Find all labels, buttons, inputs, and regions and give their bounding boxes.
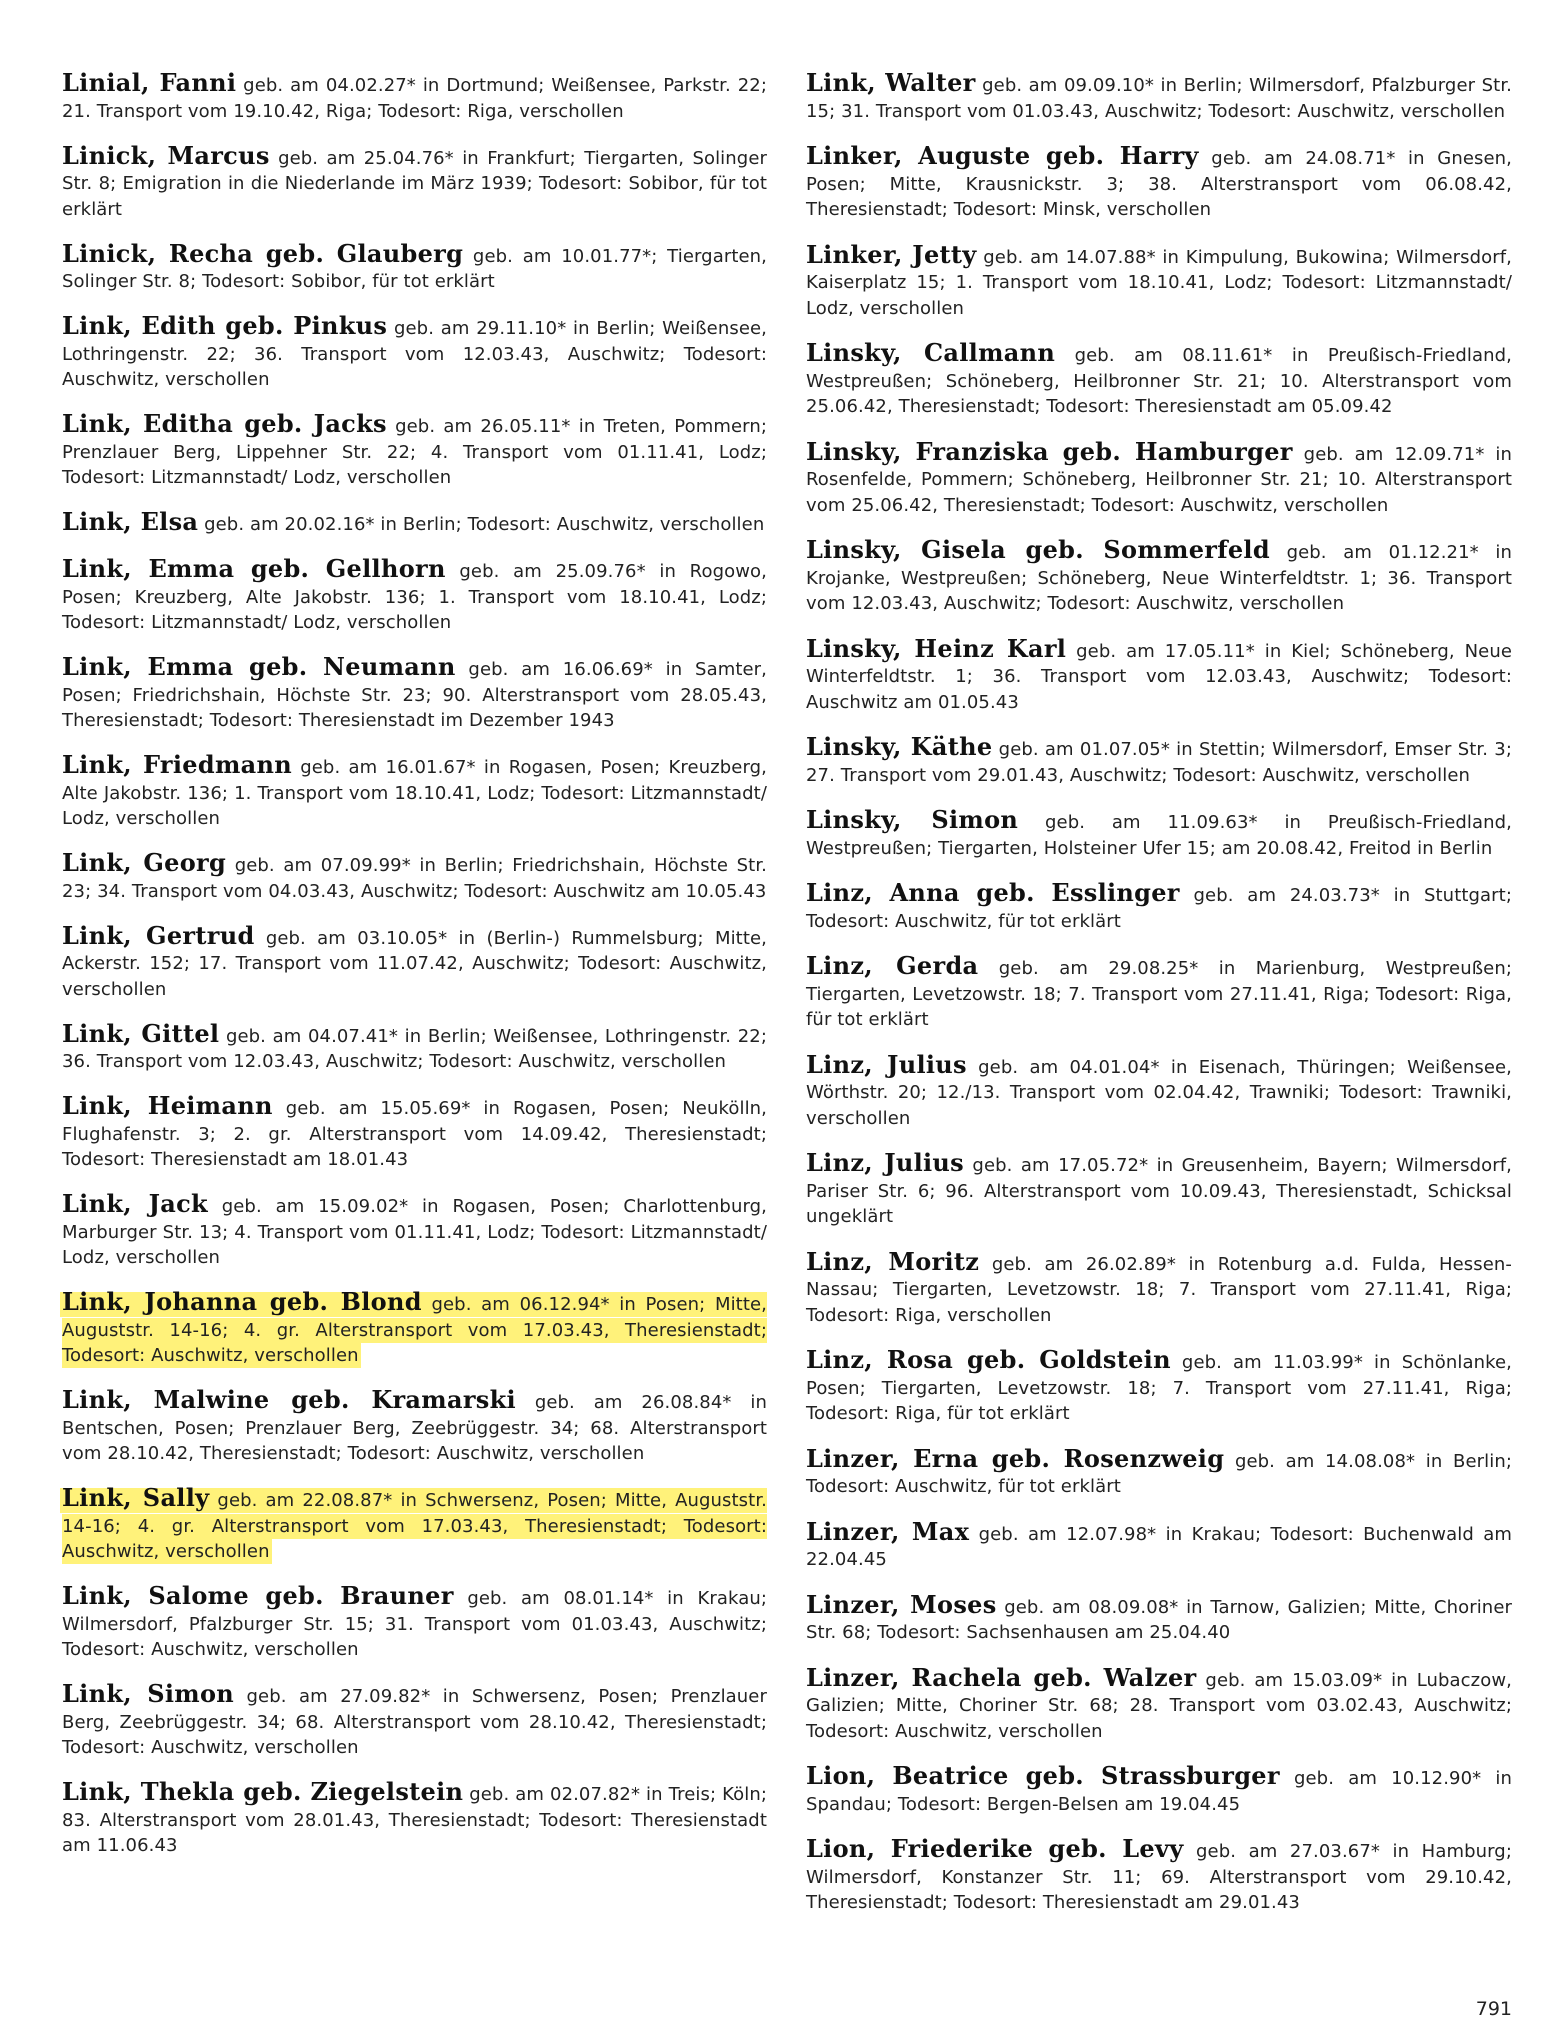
entry-details: geb. am 12.09.71* in Rosenfelde, Pommern; Schöneberg, Heilbronner Str. 21; 10. Alterstransport vom 25.06.42, Theresienstadt; Todesort: Auschwitz, verschollen [806, 443, 1512, 516]
entry-details: geb. am 07.09.99* in Berlin; Friedrichshain, Höchste Str. 23; 34. Transport vom 04.03.43, Auschwitz; Todesort: Auschwitz am 10.05.43 [62, 855, 768, 902]
entry-name: Linz, Anna geb. Esslinger [806, 878, 1180, 907]
entry-details: geb. am 03.10.05* in (Berlin-) Rummelsburg; Mitte, Ackerstr. 152; 17. Transport vom 11.07.42, Auschwitz; Todesort: Auschwitz, verschollen [62, 927, 767, 1000]
register-entry [806, 70, 1512, 124]
entry-name: Link, Johanna geb. Blond [62, 1287, 422, 1316]
entry-name: Link, Elsa [62, 507, 199, 536]
entry-details: geb. am 26.05.11* in Treten, Pommern; Prenzlauer Berg, Lippehner Str. 22; 4. Transport vom 01.11.41, Lodz; Todesort: Litzmannstadt/ Lodz, verschollen [62, 416, 767, 488]
entry-name: Link, Salome geb. Brauner [62, 1581, 454, 1610]
register-entry [62, 1779, 767, 1859]
register-entry [806, 734, 1512, 788]
entry-name: Linzer, Moses [806, 1589, 997, 1619]
entry-name: Linz, Moritz [806, 1246, 980, 1276]
entry-name: Link, Friedmann [62, 750, 292, 779]
entry-details: geb. am 11.09.63* in Preußisch-Friedland, Westpreußen; Tiergarten, Holsteiner Ufer 15; am 20.08.42, Freitod in Berlin [806, 812, 1512, 859]
entry-details: geb. am 02.07.82* in Treis; Köln; 83. Alterstransport vom 28.01.43, Theresienstadt; Todesort: Theresienstadt am 11.06.43 [62, 1784, 767, 1856]
register-entry [806, 436, 1512, 519]
register-entry [62, 1681, 767, 1761]
entry-name: Linz, Rosa geb. Goldstein [806, 1345, 1171, 1374]
entry-details: geb. am 04.07.41* in Berlin; Weißensee, Lothringenstr. 22; 36. Transport vom 12.03.43, Auschwitz; Todesort: Auschwitz, verschollen [62, 1025, 767, 1072]
entry-text [62, 1189, 767, 1268]
entry-text [806, 1246, 1512, 1326]
register-entry [806, 143, 1512, 223]
register-entry [806, 1763, 1512, 1817]
entry-details: geb. am 01.07.05* in Stettin; Wilmersdorf, Emser Str. 3; 27. Transport vom 29.01.43, Auschwitz; Todesort: Auschwitz, verschollen [806, 739, 1512, 786]
entry-name: Link, Gittel [62, 1018, 220, 1048]
entry-details: geb. am 08.01.14* in Krakau; Wilmersdorf, Pfalzburger Str. 15; 31. Transport vom 01.03.43, Auschwitz; Todesort: Auschwitz, verschollen [62, 1588, 767, 1660]
register-entry [806, 1150, 1512, 1230]
entry-name: Linsky, Simon [806, 805, 1019, 834]
entry-text [806, 951, 1512, 1030]
entry-name: Linick, Recha geb. Glauberg [62, 238, 464, 268]
entry-details: geb. am 29.08.25* in Marienburg, Westpreußen; Tiergarten, Levetzowstr. 18; 7. Transport vom 27.11.41, Riga; Todesort: Riga, für tot erklärt [806, 958, 1512, 1030]
register-entry [62, 70, 767, 124]
entry-text [62, 1385, 767, 1464]
entry-text [806, 1516, 1512, 1571]
register-entry [806, 633, 1512, 716]
entry-text [62, 652, 767, 731]
entry-text [806, 1049, 1512, 1129]
entry-text [806, 535, 1512, 614]
register-entry [806, 239, 1512, 322]
entry-text [62, 554, 767, 633]
entry-name: Linsky, Käthe [806, 732, 993, 761]
entry-name: Linial, Fanni [62, 68, 237, 97]
entry-name: Link, Heimann [62, 1091, 273, 1120]
entry-name: Link, Simon [62, 1679, 235, 1708]
entry-name: Linsky, Heinz Karl [806, 633, 1067, 663]
entry-name: Link, Jack [62, 1189, 208, 1218]
entry-details: geb. am 09.09.10* in Berlin; Wilmersdorf, Pfalzburger Str. 15; 31. Transport vom 01.03.43, Auschwitz; Todesort: Auschwitz, verschollen [806, 75, 1512, 122]
entry-name: Linsky, Callmann [806, 338, 1056, 367]
entry-name: Linzer, Erna geb. Rosenzweig [806, 1443, 1225, 1473]
entry-details: geb. am 25.09.76* in Rogowo, Posen; Kreuzberg, Alte Jakobstr. 136; 1. Transport vom 18.10.41, Lodz; Todesort: Litzmannstadt/ Lodz, verschollen [62, 561, 767, 633]
entry-name: Linick, Marcus [62, 140, 270, 170]
register-entry [62, 1093, 767, 1173]
entry-name: Linzer, Rachela geb. Walzer [806, 1662, 1197, 1692]
register-entry [62, 556, 767, 636]
entry-details: geb. am 01.12.21* in Krojanke, Westpreußen; Schöneberg, Neue Winterfeldtstr. 1; 36. Transport vom 12.03.43, Auschwitz; Todesort: Auschwitz, verschollen [806, 542, 1512, 614]
entry-name: Link, Georg [62, 848, 227, 877]
entry-details: geb. am 29.11.10* in Berlin; Weißensee, Lothringenstr. 22; 36. Transport vom 12.03.43, Auschwitz; Todesort: Auschwitz, verschollen [62, 318, 767, 390]
entry-details: geb. am 22.08.87* in Schwersenz, Posen; Mitte, Auguststr. 14-16; 4. gr. Alterstransport vom 17.03.43, Theresienstadt; Todesort: Auschwitz, verschollen [62, 1490, 767, 1562]
entry-details: geb. am 20.02.16* in Berlin; Todesort: Auschwitz, verschollen [198, 514, 765, 535]
entry-name: Link, Sally [62, 1483, 210, 1512]
register-entry [62, 1387, 767, 1467]
entry-name: Linz, Julius [806, 1148, 964, 1177]
entry-text [62, 1679, 767, 1758]
entry-text [62, 1287, 767, 1366]
register-entry [62, 1191, 767, 1271]
entry-text [62, 1581, 767, 1660]
entry-text [806, 1345, 1513, 1424]
register-entry [806, 1347, 1512, 1427]
entry-details: geb. am 15.03.09* in Lubaczow, Galizien; Mitte, Choriner Str. 68; 28. Transport vom 03.02.43, Auschwitz; Todesort: Auschwitz, verschollen [806, 1669, 1512, 1742]
entry-details: geb. am 08.11.61* in Preußisch-Friedland, Westpreußen; Schöneberg, Heilbronner Str. 21; 10. Alterstransport vom 25.06.42, Theresienstadt; Todesort: Theresienstadt am 05.09.42 [806, 345, 1512, 417]
entry-details: geb. am 14.08.08* in Berlin; Todesort: Auschwitz, für tot erklärt [806, 1450, 1512, 1497]
register-entry [806, 340, 1512, 420]
entry-text [62, 920, 767, 1000]
register-entry [62, 1289, 767, 1369]
entry-details: geb. am 17.05.72* in Greusenheim, Bayern; Wilmersdorf, Pariser Str. 6; 96. Alterstransport vom 10.09.43, Theresienstadt, Schicksal ungeklärt [806, 1155, 1512, 1227]
entry-text [806, 338, 1512, 417]
entry-text [62, 1018, 767, 1073]
entry-details: geb. am 15.05.69* in Rogasen, Posen; Neukölln, Flughafenstr. 3; 2. gr. Alterstransport vom 14.09.42, Theresienstadt; Todesort: Theresienstadt am 18.01.43 [62, 1098, 767, 1170]
entry-details: geb. am 10.01.77*; Tiergarten, Solinger Str. 8; Todesort: Sobibor, für tot erklärt [62, 245, 767, 292]
register-entry [806, 1662, 1512, 1745]
entry-text [62, 507, 765, 536]
entry-text [806, 1761, 1513, 1815]
entry-name: Linsky, Franziska geb. Hamburger [806, 436, 1293, 466]
entry-name: Linsky, Gisela geb. Sommerfeld [806, 535, 1270, 564]
entry-name: Linz, Gerda [806, 951, 979, 980]
left-column [62, 70, 767, 1877]
entry-name: Linzer, Max [806, 1516, 970, 1546]
entry-text [62, 848, 768, 902]
register-entry [62, 1583, 767, 1663]
entry-details: geb. am 27.03.67* in Hamburg; Wilmersdorf, Konstanzer Str. 11; 69. Alterstransport vom 29.10.42, Theresienstadt; Todesort: Theresienstadt am 29.01.43 [806, 1841, 1512, 1913]
entry-details: geb. am 25.04.76* in Frankfurt; Tiergarten, Solinger Str. 8; Emigration in die Niederlande im März 1939; Todesort: Sobibor, für tot erklärt [62, 147, 767, 220]
register-entry [806, 537, 1512, 617]
entry-text [62, 1483, 767, 1562]
page-number: 791 [1475, 1998, 1512, 2020]
register-entry [62, 654, 767, 734]
entry-details: geb. am 26.02.89* in Rotenburg a.d. Fulda, Hessen-Nassau; Tiergarten, Levetzowstr. 18; 7. Transport vom 27.11.41, Riga; Todesort: Riga, verschollen [806, 1253, 1512, 1326]
register-entry [806, 1443, 1512, 1500]
entry-name: Link, Walter [806, 68, 976, 97]
entry-text [806, 805, 1512, 859]
entry-text [62, 1777, 767, 1856]
entry-details: geb. am 11.03.99* in Schönlanke, Posen; Tiergarten, Levetzowstr. 18; 7. Transport vom 27.11.41, Riga; Todesort: Riga, für tot erklärt [806, 1352, 1513, 1424]
register-entry [62, 752, 767, 832]
entry-text [806, 1148, 1512, 1227]
entry-text [62, 750, 767, 829]
entry-name: Linker, Jetty [806, 239, 977, 269]
entry-details: geb. am 24.08.71* in Gnesen, Posen; Mitte, Krausnickstr. 3; 38. Alterstransport vom 06.08.42, Theresienstadt; Todesort: Minsk, verschollen [806, 148, 1512, 220]
register-entry [62, 411, 767, 491]
entry-text [62, 68, 767, 122]
entry-text [806, 633, 1512, 713]
entry-details: geb. am 16.01.67* in Rogasen, Posen; Kreuzberg, Alte Jakobstr. 136; 1. Transport vom 18.10.41, Lodz; Todesort: Litzmannstadt/ Lodz, verschollen [62, 757, 767, 829]
register-entry [62, 238, 767, 295]
register-entry [806, 880, 1512, 934]
entry-name: Linz, Julius [806, 1049, 967, 1079]
entry-name: Link, Edith geb. Pinkus [62, 311, 388, 340]
entry-name: Link, Thekla geb. Ziegelstein [62, 1777, 464, 1806]
entry-name: Link, Emma geb. Gellhorn [62, 554, 446, 583]
entry-name: Linker, Auguste geb. Harry [806, 141, 1199, 170]
entry-details: geb. am 04.01.04* in Eisenach, Thüringen; Weißensee, Wörthstr. 20; 12./13. Transport vom 02.04.42, Trawniki; Todesort: Trawniki, verschollen [806, 1056, 1512, 1129]
entry-text [62, 238, 767, 293]
register-entry [806, 1049, 1512, 1132]
entry-text [806, 141, 1512, 220]
register-entry [62, 920, 767, 1003]
entry-details: geb. am 27.09.82* in Schwersenz, Posen; Prenzlauer Berg, Zeebrüggestr. 34; 68. Alterstransport vom 28.10.42, Theresienstadt; Todesort: Auschwitz, verschollen [62, 1686, 767, 1758]
entry-text [62, 140, 767, 220]
entry-name: Link, Malwine geb. Kramarski [62, 1385, 516, 1414]
entry-details: geb. am 16.06.69* in Samter, Posen; Friedrichshain, Höchste Str. 23; 90. Alterstransport vom 28.05.43, Theresienstadt; Todesort: Theresienstadt im Dezember 1943 [62, 659, 767, 731]
entry-text [806, 1589, 1512, 1644]
entry-details: geb. am 04.02.27* in Dortmund; Weißensee, Parkstr. 22; 21. Transport vom 19.10.42, Riga; Todesort: Riga, verschollen [62, 75, 767, 122]
register-entry [62, 1485, 767, 1565]
register-entry [806, 1589, 1512, 1646]
entry-name: Link, Emma geb. Neumann [62, 652, 456, 681]
entry-details: geb. am 17.05.11* in Kiel; Schöneberg, Neue Winterfeldtstr. 1; 36. Transport vom 12.03.43, Auschwitz; Todesort: Auschwitz am 01.05.43 [806, 640, 1512, 713]
entry-text [806, 1834, 1512, 1913]
register-entry [806, 953, 1512, 1033]
entry-details: geb. am 08.09.08* in Tarnow, Galizien; Mitte, Choriner Str. 68; Todesort: Sachsenhausen am 25.04.40 [806, 1596, 1512, 1643]
register-entry [62, 140, 767, 223]
register-entry [806, 1836, 1512, 1916]
entry-text [806, 878, 1512, 932]
entry-text [806, 1662, 1512, 1742]
entry-text [806, 68, 1512, 122]
entry-name: Link, Gertrud [62, 920, 255, 950]
register-entry [62, 509, 767, 538]
register-entry [806, 1516, 1512, 1573]
register-entry [62, 313, 767, 393]
entry-text [62, 311, 767, 390]
entry-details: geb. am 26.08.84* in Bentschen, Posen; Prenzlauer Berg, Zeebrüggestr. 34; 68. Alterstransport vom 28.10.42, Theresienstadt; Todesort: Auschwitz, verschollen [62, 1392, 767, 1464]
register-entry [806, 1246, 1512, 1329]
register-entry [806, 807, 1512, 861]
entry-text [806, 1443, 1512, 1498]
entry-text [806, 239, 1512, 319]
entry-details: geb. am 24.03.73* in Stuttgart; Todesort: Auschwitz, für tot erklärt [806, 885, 1512, 932]
entry-name: Link, Editha geb. Jacks [62, 409, 387, 438]
entry-text [806, 732, 1512, 786]
entry-text [806, 436, 1512, 516]
entry-text [62, 1091, 767, 1170]
register-entry [62, 850, 767, 904]
entry-details: geb. am 06.12.94* in Posen; Mitte, Auguststr. 14-16; 4. gr. Alterstransport vom 17.03.43, Theresienstadt; Todesort: Auschwitz, verschollen [62, 1294, 767, 1366]
entry-details: geb. am 10.12.90* in Spandau; Todesort: Bergen-Belsen am 19.04.45 [806, 1768, 1513, 1815]
register-entry [62, 1018, 767, 1075]
entry-name: Lion, Friederike geb. Levy [806, 1834, 1184, 1863]
entry-details: geb. am 15.09.02* in Rogasen, Posen; Charlottenburg, Marburger Str. 13; 4. Transport vom 01.11.41, Lodz; Todesort: Litzmannstadt/ Lodz, verschollen [62, 1196, 767, 1268]
entry-details: geb. am 14.07.88* in Kimpulung, Bukowina; Wilmersdorf, Kaiserplatz 15; 1. Transport vom 18.10.41, Lodz; Todesort: Litzmannstadt/ Lodz, verschollen [806, 246, 1512, 319]
right-column [806, 70, 1512, 1935]
entry-text [62, 409, 767, 488]
entry-details: geb. am 12.07.98* in Krakau; Todesort: Buchenwald am 22.04.45 [806, 1523, 1512, 1570]
entry-name: Lion, Beatrice geb. Strassburger [806, 1761, 1280, 1790]
